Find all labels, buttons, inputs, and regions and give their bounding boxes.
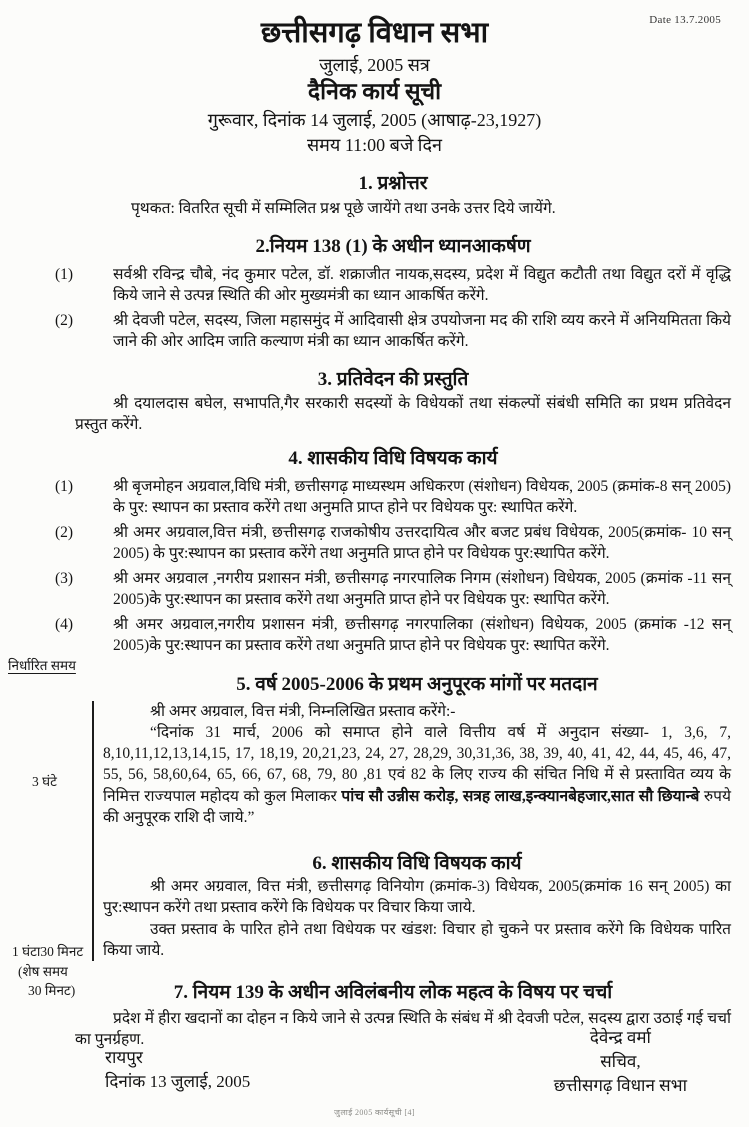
item-text: श्री अमर अग्रवाल,वित्त मंत्री, छत्तीसगढ़ राजकोषीय उत्तरदायित्व और बजट प्रबंध विधेयक, 2005(क्रमांक- 10 सन् 2005) के पुर:स्थापन का प्रस्ताव करेंगे तथा अनुमति प्राप्त होने पर विधेयक पुर:स्थापित करेंगे. <box>113 524 731 563</box>
section-1-body: पृथकत: वितरित सूची में सम्मिलित प्रश्न पूछे जायेंगे तथा उनके उत्तर दिये जायेंगे. <box>131 200 556 218</box>
supplementary-demands-motion <box>103 722 731 827</box>
section-1-heading: 1. प्रश्नोत्तर <box>358 172 428 194</box>
sitting-time-line: समय 11:00 बजे दिन <box>306 135 443 156</box>
section-5-intro: श्री अमर अग्रवाल, वित्त मंत्री, निम्नलिखित प्रस्ताव करेंगे:- <box>150 703 456 721</box>
session-line: जुलाई, 2005 सत्र <box>319 54 430 75</box>
document-subtitle: दैनिक कार्य सूची <box>307 79 442 105</box>
allotted-time-note: निर्धारित समय <box>8 658 76 673</box>
section-6-para-2: उक्त प्रस्ताव के पारित होने तथा विधेयक पर खंडश: विचार हो चुकने पर प्रस्ताव करेंगे कि विधेयक पारित किया जाये. <box>103 920 731 959</box>
section-4-items <box>55 476 731 657</box>
list-item <box>55 476 731 518</box>
signatory-organization: छत्तीसगढ़ विधान सभा <box>553 1075 687 1095</box>
amount-text: पांच सौ उन्नीस करोड़, सत्रह लाख,इन्क्यानबेहजार,सात सौ छियान्बे <box>341 787 700 805</box>
footer-place: रायपुर <box>105 1048 143 1067</box>
item-number: (1) <box>55 477 74 495</box>
section-4-heading: 4. शासकीय विधि विषयक कार्य <box>288 448 498 470</box>
list-item <box>55 522 731 564</box>
item-text: श्री देवजी पटेल, सदस्य, जिला महासमुंद में आदिवासी क्षेत्र उपयोजना मद की राशि व्यय करने में अनियमितता किये जाने की ओर आदिम जाति कल्याण मंत्री का ध्यान आकर्षित करेंगे. <box>113 312 731 351</box>
timed-business-block <box>92 701 731 960</box>
item-text: सर्वश्री रविन्द्र चौबे, नंद कुमार पटेल, डॉ. शक्राजीत नायक,सदस्य, प्रदेश में विद्युत कटौती तथा विद्युत दरों में वृद्धि किये जाने से उत्पन्न स्थिति की ओर मुख्यमंत्री का ध्यान आकर्षित करेंगे. <box>113 266 731 305</box>
section-supplementary-demands <box>103 701 731 827</box>
footer-date: दिनांक 13 जुलाई, 2005 <box>105 1071 251 1091</box>
hours-note: 3 घंटे <box>32 774 57 789</box>
section-attention-rule-138 <box>55 235 731 352</box>
item-number: (4) <box>55 616 74 634</box>
place-date-block <box>105 1046 250 1097</box>
section-report-presentation <box>55 368 731 435</box>
item-number: (1) <box>55 266 74 284</box>
section-6-para-1: श्री अमर अग्रवाल, वित्त मंत्री, छत्तीसगढ़ विनियोग (क्रमांक-3) विधेयक, 2005(क्रमांक 16 सन् 2005) का पुर:स्थापन करेंगे तथा प्रस्ताव करेंगे कि विधेयक पर विचार किया जाये. <box>103 878 731 917</box>
date-stamp: Date 13.7.2005 <box>649 14 721 26</box>
item-number: (3) <box>55 570 74 588</box>
sitting-date-line: गुरूवार, दिनांक 14 जुलाई, 2005 (आषाढ़-23,1927) <box>207 109 542 130</box>
signatory-name: देवेन्द्र वर्मा <box>589 1028 651 1047</box>
item-text: श्री अमर अग्रवाल,नगरीय प्रशासन मंत्री, छत्तीसगढ़ नगरपालिका (संशोधन) विधेयक, 2005 (क्रमांक -12 सन् 2005)के पुर:स्थापन का प्रस्ताव करेंगे तथा अनुमति प्राप्त होने पर विधेयक पुर: स्थापित करेंगे. <box>113 616 731 655</box>
list-item <box>55 264 731 306</box>
section-3-heading: 3. प्रतिवेदन की प्रस्तुति <box>317 369 469 391</box>
section-government-legislation <box>55 447 731 656</box>
motion-text-before: “दिनांक 31 मार्च, 2006 को समाप्त होने वाले वित्तीय वर्ष में अनुदान संख्या- 1, 3,6, 7, 8,10,11,12,13,14,15, 17, 18,19, 20,21,23, 24, 27, 28,29, 30,31,36, 38, 39, 40, 41, 42, 44, 45, 46, 47, 55, 56, 58,60,64, 65, 66, 67, 68, 79, 80 ,81 एवं 82 के लिए राज्य की संचित निधि में से प्रस्तावित व्यय के निमित्त राज्यपाल महोदय को कुल मिलाकर <box>103 724 731 805</box>
page-footnote: जुलाई 2005 कार्यसूची [4] <box>334 1108 415 1117</box>
section-6-heading: 6. शासकीय विधि विषयक कार्य <box>312 852 522 874</box>
item-text: श्री बृजमोहन अग्रवाल,विधि मंत्री, छत्तीसगढ़ माध्यस्थम अधिकरण (संशोधन) विधेयक, 2005 (क्रमांक-8 सन् 2005) के पुर: स्थापन का प्रस्ताव करेंगे तथा अनुमति प्राप्त होने पर विधेयक पुर: स्थापित करेंगे. <box>113 477 731 516</box>
assembly-title: छत्तीसगढ़ विधान सभा <box>260 17 489 49</box>
signatory-title: सचिव, <box>600 1051 641 1071</box>
section-7-body: प्रदेश में हीरा खदानों का दोहन न किये जाने से उत्पन्न स्थिति के संबंध में श्री देवजी पटेल, सदस्य द्वारा उठाई गई चर्चा का पुनर्ग्रहण. <box>75 1010 731 1049</box>
agenda-content <box>0 172 749 1051</box>
duration-line-2: (शेष समय <box>18 963 68 979</box>
section-questions <box>55 172 731 220</box>
section-7-heading: 7. नियम 139 के अधीन अविलंबनीय लोक महत्व के विषय पर चर्चा <box>173 981 613 1003</box>
list-item <box>55 568 731 610</box>
duration-note <box>12 942 102 1001</box>
item-number: (2) <box>55 312 74 330</box>
section-2-heading: 2.नियम 138 (1) के अधीन ध्यानआकर्षण <box>255 236 531 258</box>
section-2-items <box>55 264 731 352</box>
signature-block <box>554 1026 687 1097</box>
list-item <box>55 310 731 352</box>
section-appropriation-bill <box>103 852 731 961</box>
section-3-body: श्री दयालदास बघेल, सभापति,गैर सरकारी सदस्यों के विधेयकों तथा संकल्पों संबंधी समिति का प्रथम प्रतिवेदन प्रस्तुत करेंगे. <box>75 395 731 434</box>
item-text: श्री अमर अग्रवाल ,नगरीय प्रशासन मंत्री, छत्तीसगढ़ नगरपालिक निगम (संशोधन) विधेयक, 2005 (क्रमांक -11 सन् 2005)के पुर:स्थापन का प्रस्ताव करेंगे तथा अनुमति प्राप्त होने पर विधेयक पुर: स्थापित करेंगे. <box>113 570 731 609</box>
section-5-heading: 5. वर्ष 2005-2006 के प्रथम अनुपूरक मांगों पर मतदान <box>236 673 598 695</box>
motion-text-after: रुपये की अनुपूरक राशि दी जाये.” <box>103 787 731 826</box>
duration-line-3: 30 मिनट) <box>28 983 76 999</box>
item-number: (2) <box>55 524 74 542</box>
duration-line-1: 1 घंटा30 मिनट <box>12 944 84 959</box>
list-item <box>55 614 731 656</box>
document-header <box>0 16 749 158</box>
